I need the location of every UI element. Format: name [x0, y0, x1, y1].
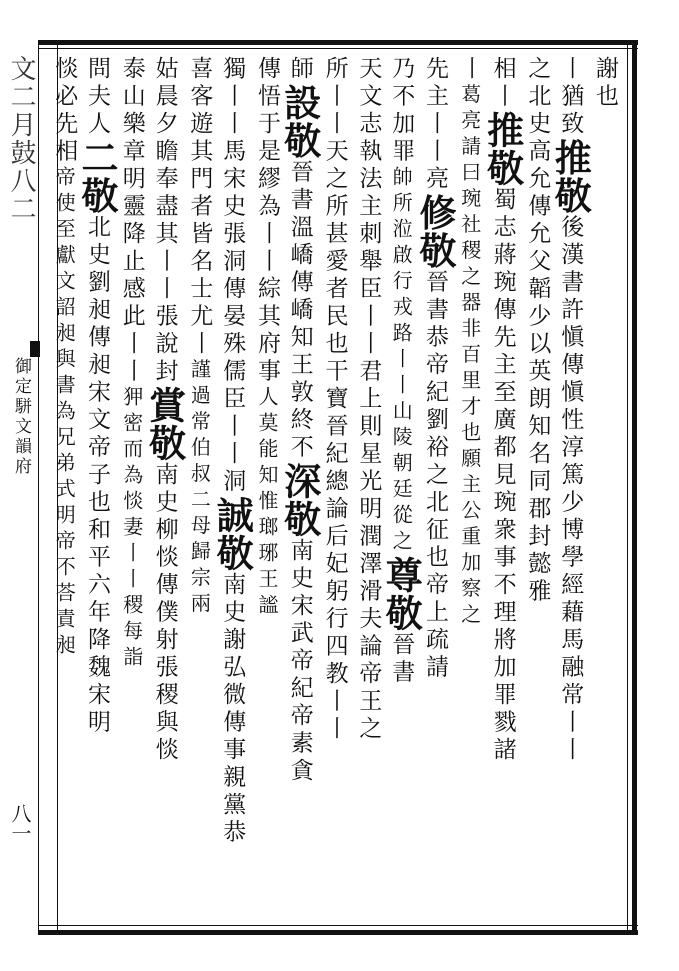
text-column — [349, 56, 387, 918]
body-text: 傳悟于是繆為丨丨綜其府事 — [254, 56, 280, 386]
frame-bottom-rule — [38, 930, 638, 935]
body-text: 惔必先相 — [51, 56, 78, 166]
text-column — [142, 56, 187, 918]
frame-right-inner-rule — [627, 40, 628, 935]
text-column — [480, 56, 525, 918]
body-text: 之北史高允傳允父韜少以英朗知名同郡封懿雅 — [524, 56, 551, 606]
text-column — [548, 56, 593, 918]
body-text: 相丨 — [489, 56, 516, 111]
body-text: 晉書恭帝紀劉裕之北征也帝上疏請 — [422, 269, 448, 682]
text-column — [413, 56, 457, 918]
annotation-text: 帝使至獻文詔昶與書為兄弟式明帝不荅責昶 — [52, 166, 77, 660]
headword: 二敬 — [75, 138, 119, 215]
margin-header — [0, 45, 36, 925]
body-text: 蜀志蔣琬傳先主至廣都見琬衆事不理將加罪戮諸 — [489, 187, 516, 765]
headword: 深敬 — [277, 462, 322, 538]
body-text: 謝也 — [592, 56, 618, 111]
annotation-text: 帥所涖啟行戎路丨丨山陵朝廷從之 — [389, 166, 414, 556]
body-text: 天文志執法主刺舉臣丨丨君上則星光明潤澤滑夫論帝王之 — [355, 56, 382, 744]
body-text: 師 — [286, 56, 313, 84]
annotation-text: 狎密而為惔妻丨丨稷每詣 — [119, 386, 144, 672]
frame-right-rule — [632, 40, 637, 935]
body-text: 先主丨丨亮 — [422, 56, 448, 194]
annotation-text: 謹過常伯叔二母歸宗兩 — [187, 358, 212, 619]
book-title: 御定駢文韻府 — [11, 357, 31, 477]
body-text: 姑晨夕瞻奉盡其丨丨張說封 — [151, 56, 178, 386]
frame-top-rule — [38, 40, 638, 45]
text-column — [75, 56, 119, 918]
margin-top-text: 文二月鼓八二 — [6, 55, 36, 223]
body-text: 泰山樂章明靈降止感此丨丨 — [118, 56, 145, 386]
headword: 推敬 — [548, 138, 593, 215]
body-text: 所丨丨天之所甚愛者民也干寶晉紀總論后妃躬行四教丨丨 — [321, 56, 348, 744]
body-text: 後漢書許愼傳愼性淳篤少博學經藉馬融常丨丨 — [557, 214, 584, 765]
annotation-text: 人莫能知惟瑯琊王謐 — [255, 386, 279, 620]
text-column — [277, 56, 322, 918]
text-column — [45, 56, 83, 918]
body-text: 丨 — [456, 56, 483, 84]
text-column — [210, 56, 255, 918]
body-text: 喜客遊其門者皆名士尤丨 — [186, 56, 213, 359]
headword: 修敬 — [413, 193, 457, 270]
annotation-text: 葛亮請曰琬社稷之器非百里才也願主公重加察之 — [457, 83, 482, 630]
body-text: 乃不加罪 — [388, 56, 415, 166]
headword: 推敬 — [480, 111, 525, 187]
text-column — [180, 56, 218, 918]
body-text: 獨丨丨馬宋史張洞傳晏殊儒臣丨丨洞 — [219, 56, 246, 496]
body-text: 丨猶致 — [557, 56, 584, 139]
body-text: 晉書溫嶠傳嶠知王敦終不 — [286, 159, 313, 462]
body-text: 南史柳惔傳僕射張稷與惔 — [151, 462, 178, 765]
text-column — [248, 56, 286, 918]
frame-top-inner-rule — [38, 48, 638, 49]
headword: 尊敬 — [379, 556, 424, 632]
body-text: 問夫人 — [84, 56, 110, 139]
page-number: 八一 — [8, 803, 32, 843]
frame-left-rule — [38, 40, 39, 935]
body-text: 北史劉昶傳昶宋文帝子也和平六年降魏宋明 — [84, 214, 110, 737]
text-column — [451, 56, 489, 918]
frame-bottom-inner-rule — [38, 925, 638, 926]
headword: 賞敬 — [142, 386, 187, 462]
headword: 設敬 — [277, 83, 322, 160]
body-text: 晉書 — [388, 632, 415, 687]
headword: 誠敬 — [210, 496, 255, 572]
body-text: 南史謝弘微傳事親黨恭 — [219, 572, 246, 847]
text-column — [379, 56, 424, 918]
body-text: 南史宋武帝紀帝素貪 — [286, 538, 313, 786]
fishtail-mark — [30, 341, 40, 357]
